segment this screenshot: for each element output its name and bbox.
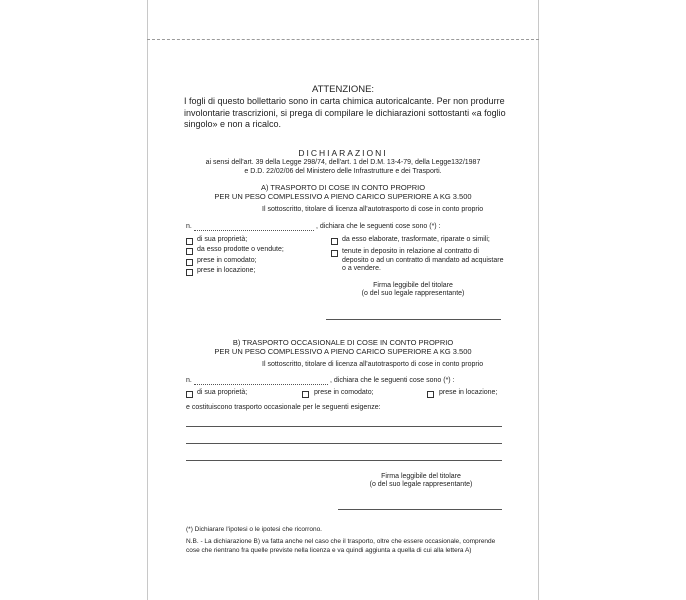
section-a-intro: Il sottoscritto, titolare di licenza all'autotrasporto di cose in conto proprio xyxy=(262,206,484,213)
section-b-n-label: n. xyxy=(186,377,192,384)
section-a-title-1: A) TRASPORTO DI COSE IN CONTO PROPRIO xyxy=(260,183,426,192)
section-a-checkbox-own-property[interactable] xyxy=(186,238,193,245)
section-b-intro: Il sottoscritto, titolare di licenza all'autotrasporto di cose in conto proprio xyxy=(262,361,484,368)
section-a-n-label: n. xyxy=(186,223,192,230)
section-b-label-loan: prese in comodato; xyxy=(314,389,374,396)
section-b-title-2: PER UN PESO COMPLESSIVO A PIENO CARICO SUPERIORE A KG 3.500 xyxy=(214,347,472,356)
section-b-signature-label-2: (o del suo legale rappresentante) xyxy=(369,481,473,488)
section-a-signature-label-1: Firma leggibile del titolare xyxy=(373,282,453,289)
section-b-license-number-field[interactable] xyxy=(194,384,328,385)
declarations-subtitle-2: e D.D. 22/02/06 del Ministero delle Infrastrutture e dei Trasporti. xyxy=(244,168,442,175)
section-a-label-deposit: tenute in deposito in relazione al contratto di deposito o ad un contratto di mandato ad acquistare o a vendere. xyxy=(342,248,504,272)
declarations-title: DICHIARAZIONI xyxy=(298,148,388,158)
section-a-checkbox-loan[interactable] xyxy=(186,259,193,266)
section-b-declares: , dichiara che le seguenti cose sono (*) : xyxy=(330,377,455,384)
section-b-checkbox-lease[interactable] xyxy=(427,391,434,398)
section-b-needs-line-3[interactable] xyxy=(186,460,502,461)
section-a-signature-line[interactable] xyxy=(326,319,501,320)
section-a-label-processed: da esso elaborate, trasformate, riparate o simili; xyxy=(342,236,490,243)
section-b-signature-line[interactable] xyxy=(338,509,502,510)
section-a-label-produced-sold: da esso prodotte o vendute; xyxy=(197,246,284,253)
section-a-label-loan: prese in comodato; xyxy=(197,257,257,264)
section-b-signature-label-1: Firma leggibile del titolare xyxy=(381,473,461,480)
section-a-checkbox-deposit[interactable] xyxy=(331,250,338,257)
footnote-asterisk: (*) Dichiarare l'ipotesi o le ipotesi che ricorrono. xyxy=(186,526,322,533)
attention-title: ATTENZIONE: xyxy=(311,84,375,95)
section-a-checkbox-processed[interactable] xyxy=(331,238,338,245)
declarations-subtitle-1: ai sensi dell'art. 39 della Legge 298/74, dell'art. 1 del D.M. 13-4-79, della Legge132/1987 xyxy=(205,159,481,166)
section-b-checkbox-own-property[interactable] xyxy=(186,391,193,398)
section-b-label-lease: prese in locazione; xyxy=(439,389,498,396)
footnote-nb: N.B. - La dichiarazione B) va fatta anche nel caso che il trasporto, oltre che essere occasionale, comprende cose che rientrano fra quelle previste nella licenza e va quindi aggiunta a quella di cui alla lettera A) xyxy=(186,538,496,554)
attention-text: I fogli di questo bollettario sono in carta chimica autoricalcante. Per non produrre involontarie trascrizioni, si prega di compilare le dichiarazioni sottostanti «a foglio singolo» e non a ricalco. xyxy=(184,96,506,129)
section-a-declares: , dichiara che le seguenti cose sono (*) : xyxy=(316,223,441,230)
section-b-needs-line-2[interactable] xyxy=(186,443,502,444)
section-b-needs-label: e costituiscono trasporto occasionale per le seguenti esigenze: xyxy=(186,404,381,411)
section-a-checkbox-lease[interactable] xyxy=(186,269,193,276)
section-a-checkbox-produced-sold[interactable] xyxy=(186,248,193,255)
perforation-line xyxy=(147,39,539,40)
section-a-license-number-field[interactable] xyxy=(194,230,314,231)
section-a-signature-label-2: (o del suo legale rappresentante) xyxy=(361,290,465,297)
section-b-needs-line-1[interactable] xyxy=(186,426,502,427)
section-b-title-1: B) TRASPORTO OCCASIONALE DI COSE IN CONTO PROPRIO xyxy=(232,338,454,347)
section-b-checkbox-loan[interactable] xyxy=(302,391,309,398)
section-a-label-own-property: di sua proprietà; xyxy=(197,236,248,243)
section-a-title-2: PER UN PESO COMPLESSIVO A PIENO CARICO SUPERIORE A KG 3.500 xyxy=(214,192,472,201)
section-a-label-lease: prese in locazione; xyxy=(197,267,256,274)
section-b-label-own-property: di sua proprietà; xyxy=(197,389,248,396)
